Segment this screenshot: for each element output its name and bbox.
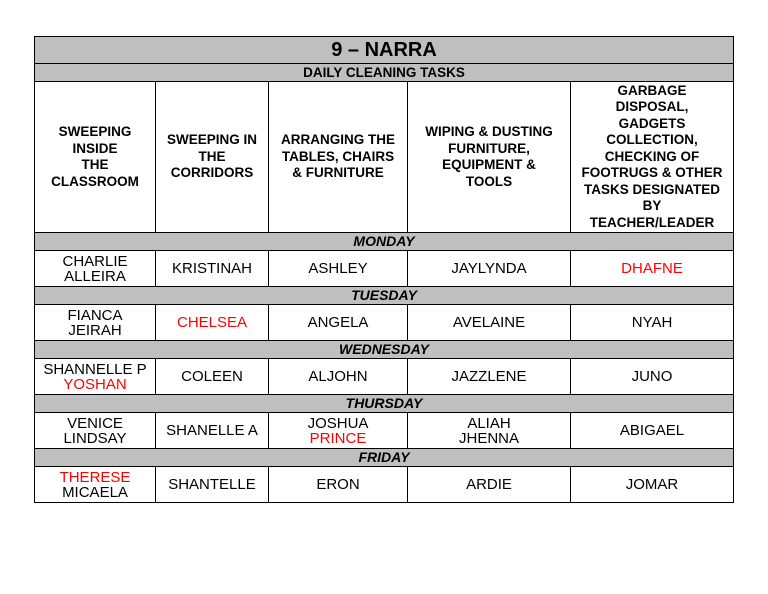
column-header-line: TABLES, CHAIRS (281, 148, 395, 164)
day-label: WEDNESDAY (35, 341, 734, 359)
assignment-row (35, 413, 734, 449)
day-label: FRIDAY (35, 449, 734, 467)
student-name: SHANELLE A (166, 422, 258, 439)
assignment-cell (269, 413, 408, 449)
student-name: LINDSAY (63, 429, 127, 447)
day-row (35, 233, 734, 251)
day-row (35, 287, 734, 305)
assignment-cell (269, 251, 408, 287)
title-row (35, 37, 734, 64)
assignment-cell (156, 359, 269, 395)
student-name: SHANTELLE (168, 476, 256, 493)
page-subtitle: DAILY CLEANING TASKS (35, 64, 734, 82)
assignment-cell (571, 359, 734, 395)
student-name: JOMAR (625, 476, 679, 493)
page-title: 9 – NARRA (35, 37, 734, 64)
column-header (156, 82, 269, 233)
student-name: PRINCE (309, 429, 367, 447)
column-header-line: COLLECTION, (606, 132, 698, 148)
column-header-line: SWEEPING (58, 124, 132, 139)
assignment-cell (156, 467, 269, 503)
assignment-cell (269, 305, 408, 341)
assignment-row (35, 305, 734, 341)
student-name: THERESE (59, 468, 131, 486)
assignment-cell (408, 413, 571, 449)
assignment-cell (408, 251, 571, 287)
column-header (571, 82, 734, 233)
student-name: ARDIE (466, 476, 512, 493)
day-row (35, 341, 734, 359)
column-header-line: FURNITURE, (448, 140, 530, 156)
student-name: DHAFNE (621, 260, 683, 277)
student-name: ALIAH (467, 414, 511, 432)
assignment-row (35, 359, 734, 395)
assignment-cell (156, 251, 269, 287)
assignment-cell (408, 467, 571, 503)
assignment-cell (408, 305, 571, 341)
assignment-cell (571, 305, 734, 341)
subtitle-row (35, 64, 734, 82)
day-row (35, 395, 734, 413)
student-name: ANGELA (307, 314, 369, 331)
assignment-row (35, 251, 734, 287)
column-header (35, 82, 156, 233)
student-name: AVELAINE (452, 314, 526, 331)
column-header-line: THE (198, 148, 226, 164)
student-name: FIANCA (67, 306, 123, 324)
assignment-cell (269, 467, 408, 503)
day-label: MONDAY (35, 233, 734, 251)
column-header-line: DISPOSAL, (615, 99, 689, 115)
column-header-line: CLASSROOM (51, 173, 139, 189)
column-header-line: CORRIDORS (170, 165, 254, 181)
student-name: COLEEN (181, 368, 243, 385)
student-name: JUNO (631, 368, 673, 385)
assignment-cell (408, 359, 571, 395)
student-name: CHELSEA (176, 314, 248, 331)
column-header-line: EQUIPMENT & (442, 157, 536, 172)
schedule-body (35, 37, 734, 503)
column-header (269, 82, 408, 233)
assignment-cell (269, 359, 408, 395)
student-name: YOSHAN (63, 375, 127, 393)
day-label: TUESDAY (35, 287, 734, 305)
column-header-line: CHECKING OF (604, 148, 700, 164)
student-name: ERON (316, 476, 360, 493)
column-header-line: & FURNITURE (292, 165, 384, 181)
student-name: ASHLEY (308, 260, 368, 277)
column-header-line: ARRANGING THE (281, 132, 395, 148)
assignment-cell (35, 359, 156, 395)
column-header (408, 82, 571, 233)
assignment-cell (571, 251, 734, 287)
student-name: VENICE (67, 414, 123, 432)
column-header-line: WIPING & DUSTING (425, 124, 553, 139)
assignment-cell (35, 305, 156, 341)
column-header-line: TEACHER/LEADER (589, 214, 715, 230)
assignment-cell (156, 413, 269, 449)
student-name: JHENNA (458, 429, 519, 447)
student-name: NYAH (631, 314, 673, 331)
column-header-line: TASKS DESIGNATED (584, 181, 721, 197)
student-name: KRISTINAH (171, 260, 252, 277)
student-name: JAYLYNDA (451, 260, 527, 277)
student-name: CHARLIE (62, 252, 128, 270)
assignment-cell (35, 413, 156, 449)
assignment-cell (35, 251, 156, 287)
assignment-row (35, 467, 734, 503)
column-header-line: GADGETS (618, 115, 686, 131)
assignment-cell (571, 467, 734, 503)
column-header-line: BY (642, 198, 662, 214)
column-header-line: THE (81, 157, 109, 172)
column-header-row (35, 82, 734, 233)
column-header-line: SWEEPING IN (166, 132, 257, 148)
day-label: THURSDAY (35, 395, 734, 413)
student-name: SHANNELLE P (43, 360, 147, 378)
student-name: JEIRAH (68, 321, 122, 339)
column-header-line: TOOLS (465, 173, 513, 189)
assignment-cell (571, 413, 734, 449)
column-header-line: FOOTRUGS & OTHER (581, 165, 723, 181)
student-name: ALJOHN (308, 368, 368, 385)
column-header-line: GARBAGE (617, 82, 687, 98)
student-name: JOSHUA (307, 414, 369, 432)
day-row (35, 449, 734, 467)
assignment-cell (156, 305, 269, 341)
student-name: ALLEIRA (64, 267, 126, 285)
cleaning-schedule-table (34, 36, 734, 503)
assignment-cell (35, 467, 156, 503)
student-name: ABIGAEL (619, 422, 685, 439)
column-header-line: INSIDE (72, 140, 118, 156)
student-name: JAZZLENE (451, 368, 527, 385)
student-name: MICAELA (62, 483, 128, 501)
